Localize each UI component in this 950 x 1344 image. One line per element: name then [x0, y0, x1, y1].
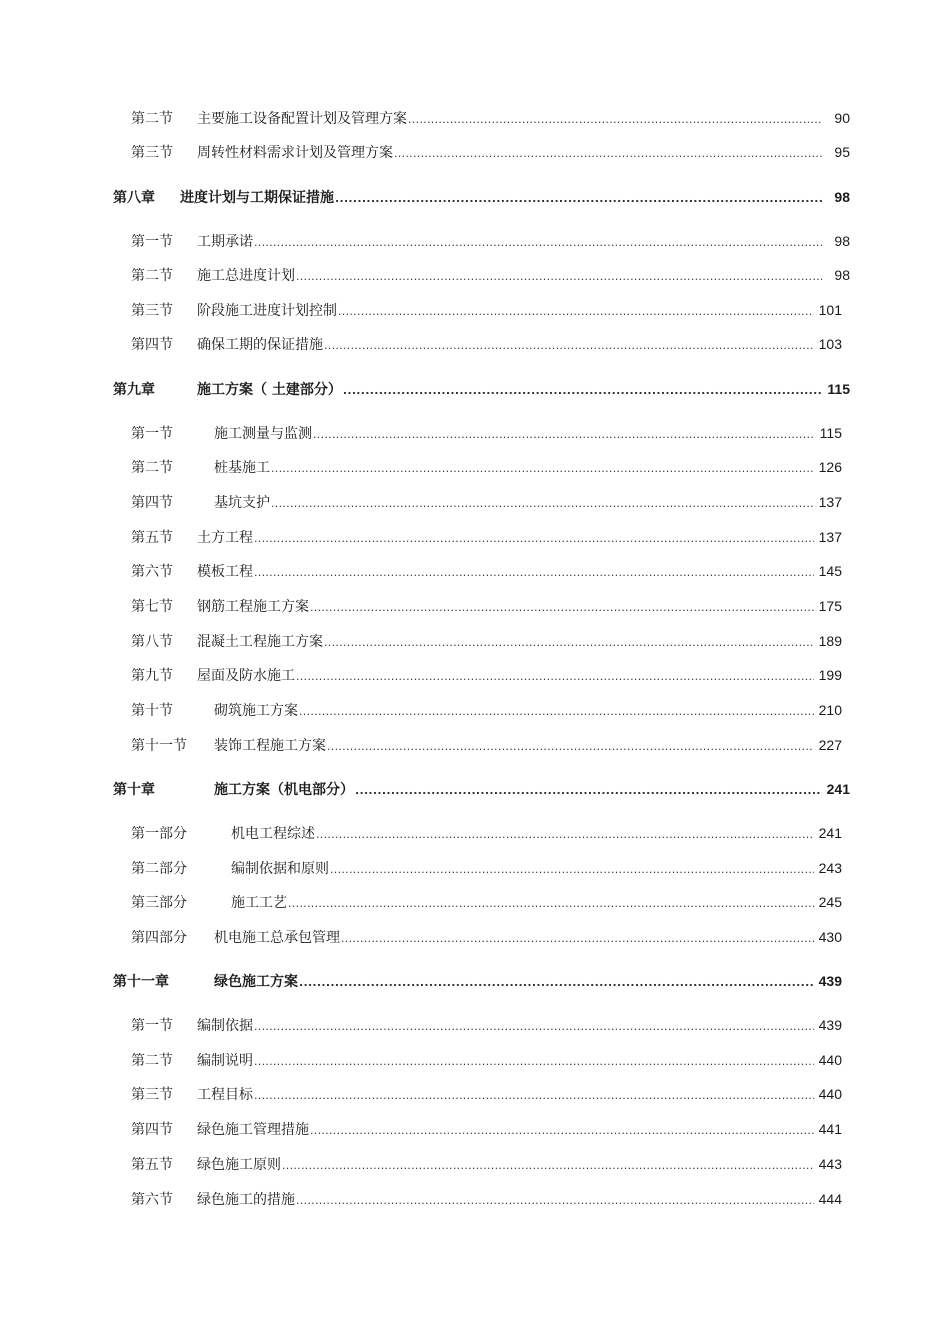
- toc-page-number: 241: [818, 825, 842, 841]
- dot-leader: [288, 893, 814, 915]
- dot-leader: [313, 424, 814, 446]
- toc-section-entry[interactable]: [131, 1014, 842, 1036]
- toc-section-entry[interactable]: [131, 822, 842, 844]
- dot-leader: [296, 666, 814, 688]
- toc-section-entry[interactable]: [131, 560, 842, 582]
- toc-entry-label: 第二节: [131, 268, 173, 284]
- dot-leader: [271, 493, 814, 515]
- toc-section-entry[interactable]: [131, 1083, 842, 1105]
- toc-entry-title: 混凝土工程施工方案: [197, 634, 323, 650]
- toc-entry-title: 钢筋工程施工方案: [197, 599, 309, 615]
- toc-entry-title: 进度计划与工期保证措施: [180, 190, 334, 206]
- dot-leader: [310, 597, 814, 619]
- toc-entry-label: 第十一节: [131, 738, 187, 754]
- toc-chapter-entry[interactable]: [113, 186, 850, 208]
- toc-page-number: 189: [818, 633, 842, 649]
- toc-entry-title: 编制依据和原则: [231, 861, 329, 877]
- dot-leader: [335, 188, 822, 210]
- toc-entry-label: 第三节: [131, 1087, 173, 1103]
- toc-section-entry[interactable]: [131, 107, 850, 129]
- toc-entry-title: 施工方案（ 土建部分）: [197, 382, 342, 398]
- dot-leader: [271, 458, 814, 480]
- toc-page-number: 439: [818, 1017, 842, 1033]
- toc-entry-title: 确保工期的保证措施: [197, 337, 323, 353]
- dot-leader: [316, 824, 814, 846]
- toc-entry-label: 第五节: [131, 530, 173, 546]
- toc-page-number: 430: [818, 929, 842, 945]
- dot-leader: [310, 1120, 814, 1142]
- toc-entry-title: 施工总进度计划: [197, 268, 295, 284]
- toc-page-number: 98: [834, 233, 850, 249]
- toc-entry-label: 第一部分: [131, 826, 187, 842]
- toc-entry-label: 第五节: [131, 1157, 173, 1173]
- toc-page-number: 115: [827, 381, 850, 397]
- toc-section-entry[interactable]: [131, 857, 842, 879]
- toc-entry-label: 第七节: [131, 599, 173, 615]
- toc-entry-label: 第六节: [131, 564, 173, 580]
- toc-page-number: 210: [818, 702, 842, 718]
- toc-entry-label: 第三节: [131, 145, 173, 161]
- dot-leader: [299, 701, 814, 723]
- toc-page-number: 175: [818, 598, 842, 614]
- dot-leader: [408, 109, 822, 131]
- toc-entry-label: 第二部分: [131, 861, 187, 877]
- dot-leader: [254, 1051, 814, 1073]
- toc-page-number: 227: [818, 737, 842, 753]
- toc-section-entry[interactable]: [131, 664, 842, 686]
- dot-leader: [282, 1155, 814, 1177]
- toc-entry-label: 第一节: [131, 426, 173, 442]
- toc-entry-label: 第二节: [131, 1053, 173, 1069]
- toc-entry-title: 主要施工设备配置计划及管理方案: [197, 111, 407, 127]
- toc-entry-label: 第四节: [131, 1122, 173, 1138]
- toc-entry-label: 第二节: [131, 111, 173, 127]
- dot-leader: [296, 1190, 814, 1212]
- dot-leader: [254, 1016, 814, 1038]
- toc-entry-title: 施工工艺: [231, 895, 287, 911]
- toc-section-entry[interactable]: [131, 141, 850, 163]
- toc-entry-title: 装饰工程施工方案: [214, 738, 326, 754]
- dot-leader: [338, 301, 814, 323]
- toc-entry-title: 机电工程综述: [231, 826, 315, 842]
- toc-section-entry[interactable]: [131, 926, 842, 948]
- toc-page-number: 243: [818, 860, 842, 876]
- toc-entry-title: 屋面及防水施工: [197, 668, 295, 684]
- toc-entry-title: 编制说明: [197, 1053, 253, 1069]
- dot-leader: [324, 632, 814, 654]
- toc-entry-title: 周转性材料需求计划及管理方案: [197, 145, 393, 161]
- toc-entry-title: 绿色施工的措施: [197, 1192, 295, 1208]
- dot-leader: [343, 380, 822, 402]
- toc-entry-title: 模板工程: [197, 564, 253, 580]
- toc-page-number: 441: [818, 1121, 842, 1137]
- toc-entry-title: 机电施工总承包管理: [214, 930, 340, 946]
- toc-section-entry[interactable]: [131, 1153, 842, 1175]
- dot-leader: [341, 928, 814, 950]
- toc-entry-label: 第一节: [131, 1018, 173, 1034]
- toc-section-entry[interactable]: [131, 1049, 842, 1071]
- toc-page-number: 98: [834, 267, 850, 283]
- toc-section-entry[interactable]: [131, 456, 842, 478]
- toc-page-number: 245: [818, 894, 842, 910]
- toc-section-entry[interactable]: [131, 734, 842, 756]
- toc-page-number: 241: [826, 781, 850, 797]
- dot-leader: [254, 232, 822, 254]
- toc-entry-label: 第一节: [131, 234, 173, 250]
- toc-section-entry[interactable]: [131, 630, 842, 652]
- toc-entry-title: 施工测量与监测: [214, 426, 312, 442]
- dot-leader: [254, 528, 814, 550]
- toc-entry-title: 基坑支护: [214, 495, 270, 511]
- dot-leader: [296, 266, 822, 288]
- toc-entry-label: 第三部分: [131, 895, 187, 911]
- toc-page-number: 444: [818, 1191, 842, 1207]
- dot-leader: [355, 780, 822, 802]
- toc-section-entry[interactable]: [131, 1188, 842, 1210]
- dot-leader: [394, 143, 822, 165]
- toc-section-entry[interactable]: [131, 299, 842, 321]
- toc-page-number: 443: [818, 1156, 842, 1172]
- toc-page-number: 95: [834, 144, 850, 160]
- toc-page-number: 115: [819, 425, 842, 441]
- toc-page-number: 440: [818, 1086, 842, 1102]
- toc-entry-title: 砌筑施工方案: [214, 703, 298, 719]
- toc-page-number: 103: [818, 336, 842, 352]
- toc-entry-label: 第四部分: [131, 930, 187, 946]
- toc-page-number: 98: [834, 189, 850, 205]
- toc-entry-title: 阶段施工进度计划控制: [197, 303, 337, 319]
- toc-entry-label: 第十一章: [113, 974, 169, 990]
- toc-entry-label: 第八章: [113, 190, 155, 206]
- toc-entry-title: 绿色施工管理措施: [197, 1122, 309, 1138]
- toc-page-number: 137: [818, 529, 842, 545]
- toc-entry-title: 绿色施工原则: [197, 1157, 281, 1173]
- toc-entry-label: 第四节: [131, 495, 173, 511]
- toc-section-entry[interactable]: [131, 230, 850, 252]
- toc-page-number: 101: [818, 302, 842, 318]
- toc-page-number: 126: [818, 459, 842, 475]
- toc-page-number: 440: [818, 1052, 842, 1068]
- toc-entry-label: 第八节: [131, 634, 173, 650]
- dot-leader: [254, 1085, 814, 1107]
- dot-leader: [327, 736, 814, 758]
- toc-entry-title: 编制依据: [197, 1018, 253, 1034]
- toc-entry-title: 施工方案（机电部分）: [214, 782, 354, 798]
- toc-section-entry[interactable]: [131, 595, 842, 617]
- toc-section-entry[interactable]: [131, 699, 842, 721]
- toc-page-number: 199: [818, 667, 842, 683]
- toc-entry-label: 第十章: [113, 782, 155, 798]
- toc-entry-title: 绿色施工方案: [214, 974, 298, 990]
- toc-section-entry[interactable]: [131, 891, 842, 913]
- dot-leader: [330, 859, 814, 881]
- dot-leader: [324, 335, 814, 357]
- toc-entry-title: 工期承诺: [197, 234, 253, 250]
- toc-page-number: 145: [818, 563, 842, 579]
- toc-entry-label: 第二节: [131, 460, 173, 476]
- toc-entry-label: 第十节: [131, 703, 173, 719]
- toc-chapter-entry[interactable]: [113, 378, 850, 400]
- toc-section-entry[interactable]: [131, 333, 842, 355]
- toc-chapter-entry[interactable]: [113, 970, 842, 992]
- toc-page-number: 90: [834, 110, 850, 126]
- toc-entry-title: 工程目标: [197, 1087, 253, 1103]
- toc-entry-label: 第九节: [131, 668, 173, 684]
- toc-entry-title: 桩基施工: [214, 460, 270, 476]
- toc-section-entry[interactable]: [131, 526, 842, 548]
- toc-section-entry[interactable]: [131, 264, 850, 286]
- toc-entry-title: 土方工程: [197, 530, 253, 546]
- toc-entry-label: 第九章: [113, 382, 155, 398]
- toc-entry-label: 第六节: [131, 1192, 173, 1208]
- toc-entry-label: 第三节: [131, 303, 173, 319]
- toc-entry-label: 第四节: [131, 337, 173, 353]
- toc-section-entry[interactable]: [131, 422, 842, 444]
- dot-leader: [299, 972, 814, 994]
- toc-chapter-entry[interactable]: [113, 778, 850, 800]
- toc-section-entry[interactable]: [131, 1118, 842, 1140]
- dot-leader: [254, 562, 814, 584]
- toc-page-number: 439: [818, 973, 842, 989]
- toc-section-entry[interactable]: [131, 491, 842, 513]
- toc-page-number: 137: [818, 494, 842, 510]
